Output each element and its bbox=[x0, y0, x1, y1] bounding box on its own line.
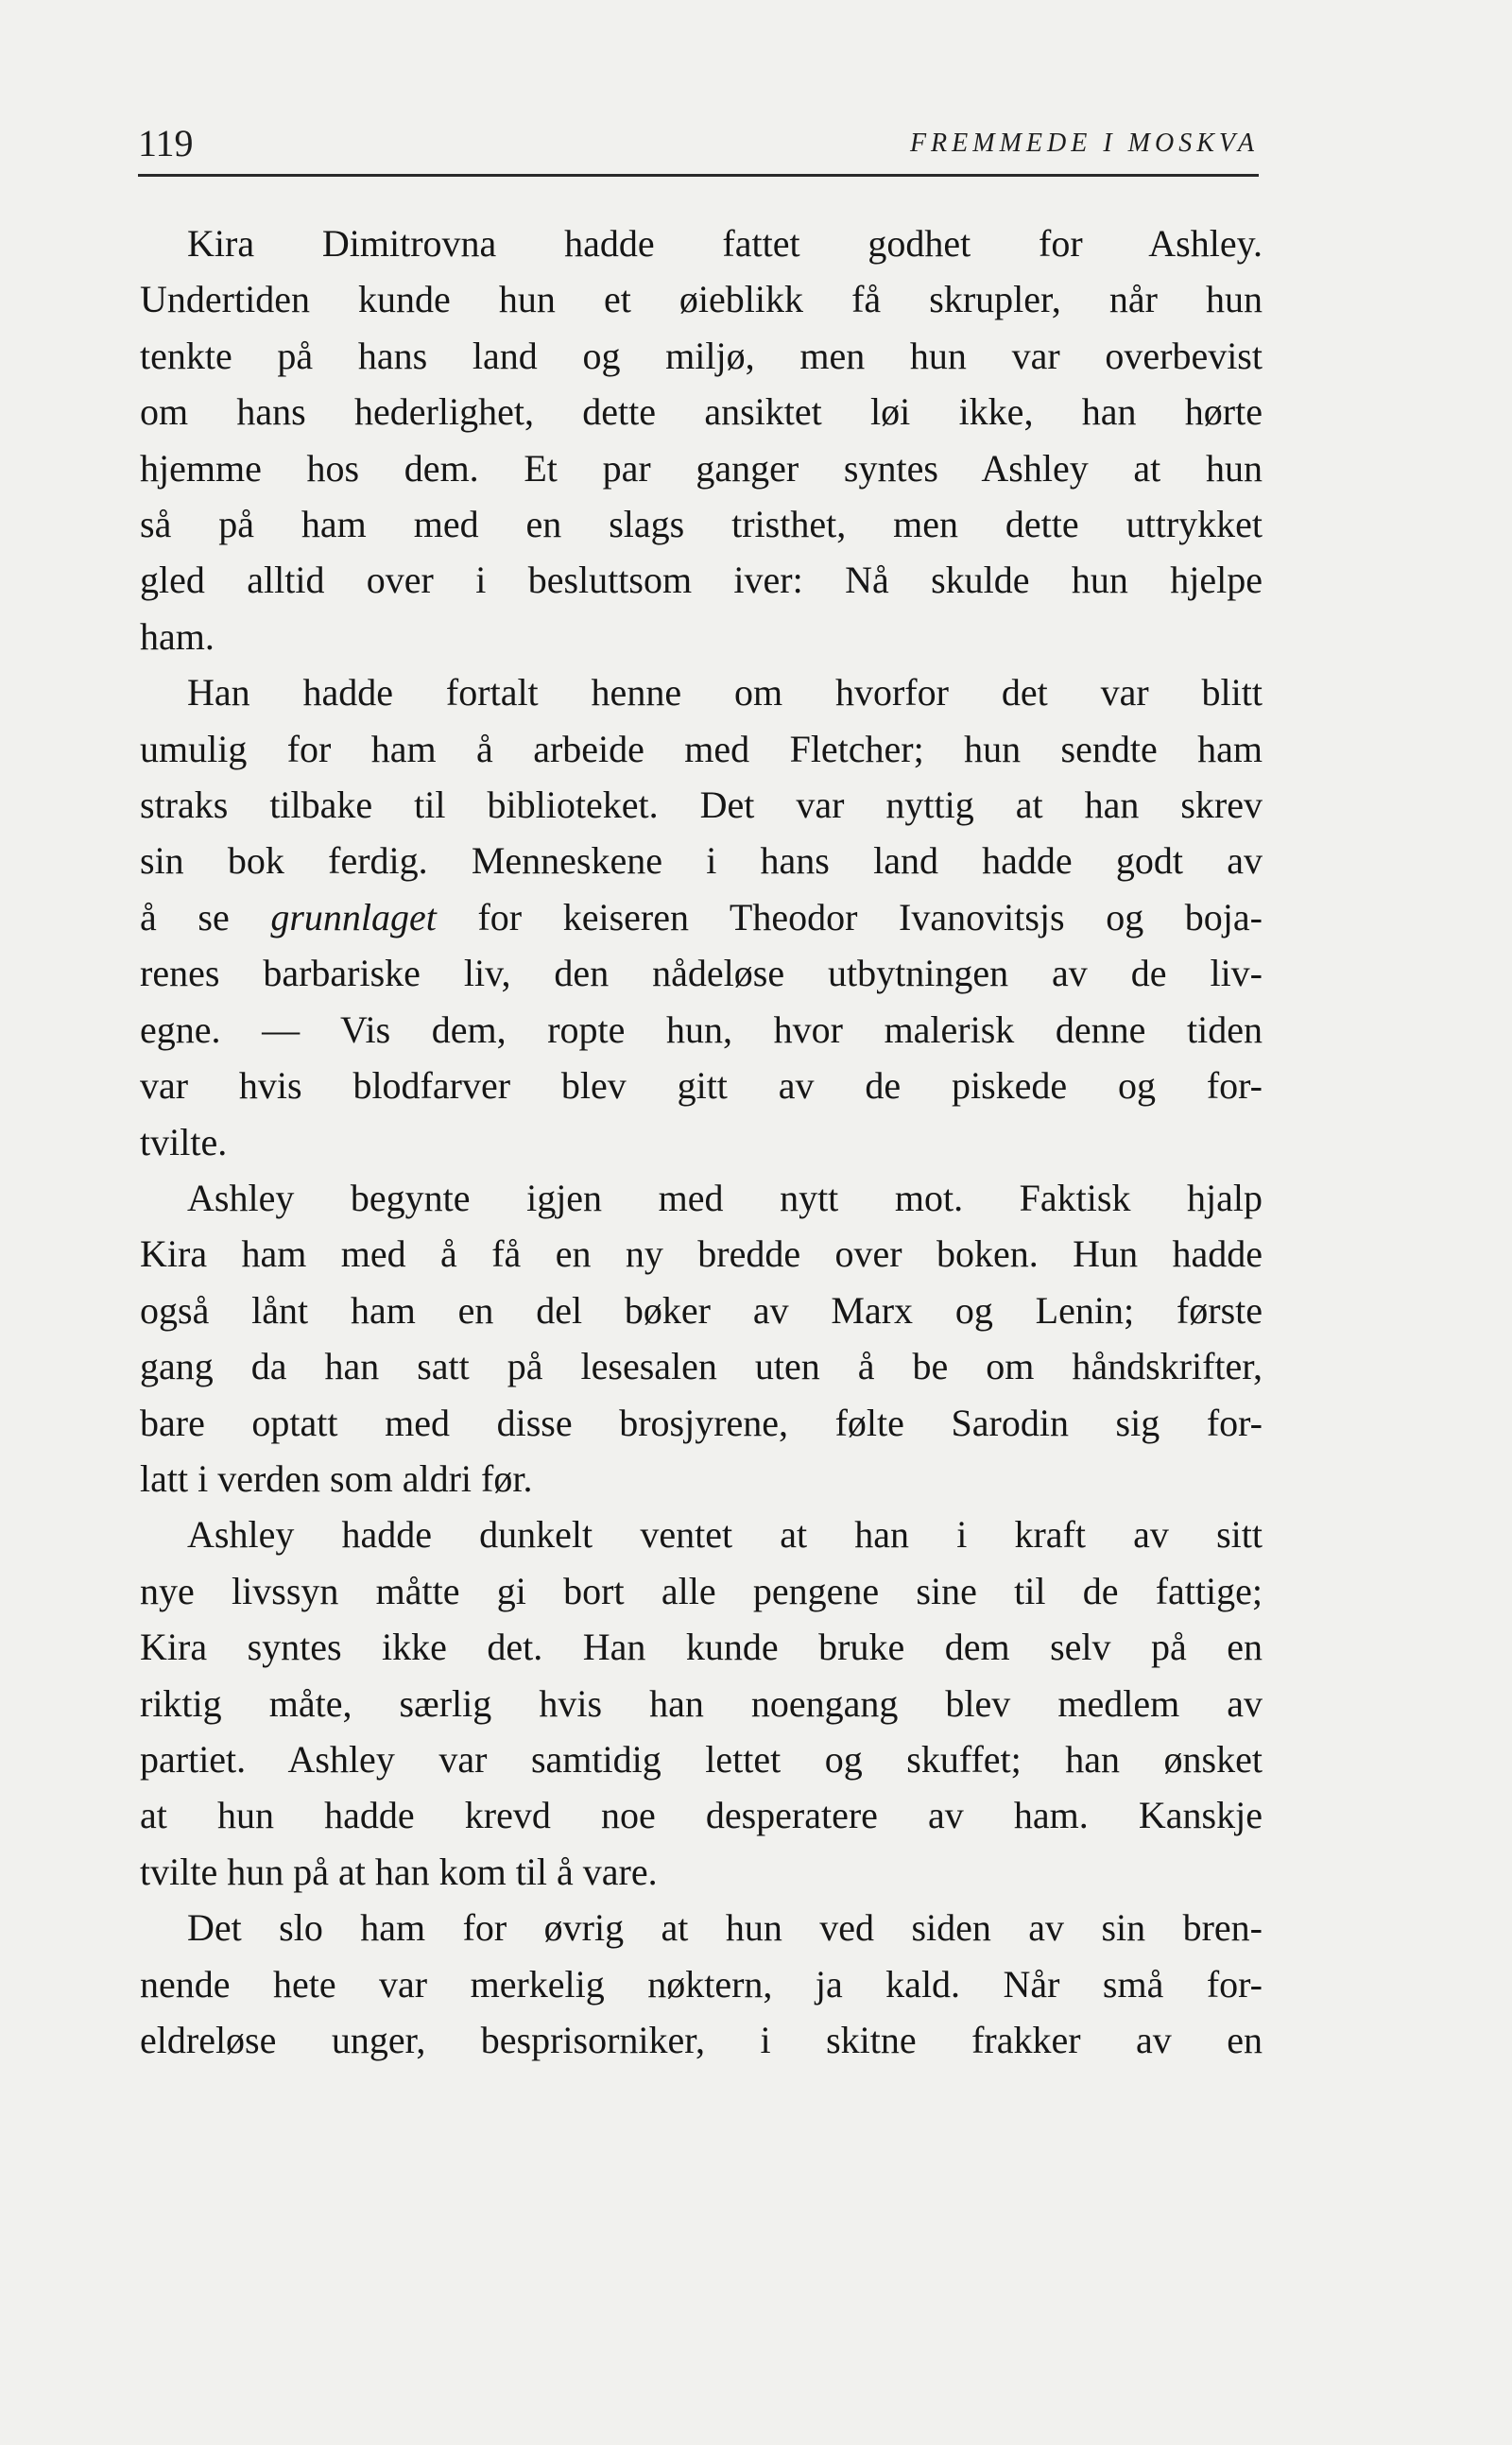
text-line: Undertiden kunde hun et øieblikk få skrupler, når hun bbox=[140, 278, 1263, 321]
text-line: gang da han satt på lesesalen uten å be om håndskrifter, bbox=[140, 1345, 1263, 1388]
paragraph bbox=[140, 215, 1263, 664]
text-line: om hans hederlighet, dette ansiktet løi ikke, han hørte bbox=[140, 390, 1263, 434]
text-line: umulig for ham å arbeide med Fletcher; hun sendte ham bbox=[140, 727, 1263, 770]
text-line: tenkte på hans land og miljø, men hun var overbevist bbox=[140, 334, 1263, 377]
text-line: partiet. Ashley var samtidig lettet og skuffet; han ønsket bbox=[140, 1737, 1263, 1781]
emphasized-word: grunnlaget bbox=[270, 895, 437, 938]
page-header bbox=[138, 117, 1259, 177]
text-line: riktig måte, særlig hvis han noengang blev medlem av bbox=[140, 1681, 1263, 1725]
text-line: Han hadde fortalt henne om hvorfor det var blitt bbox=[187, 671, 1263, 715]
body-text bbox=[140, 215, 1263, 2068]
paragraph bbox=[140, 1507, 1263, 1900]
text-line: nye livssyn måtte gi bort alle pengene sine til de fattige; bbox=[140, 1569, 1263, 1612]
text-line: Det slo ham for øvrig at hun ved siden av sin bren- bbox=[187, 1906, 1263, 1950]
text-line: Ashley hadde dunkelt ventet at han i kraft av sitt bbox=[187, 1513, 1263, 1557]
paragraph bbox=[140, 1170, 1263, 1507]
text-line: bare optatt med disse brosjyrene, følte Sarodin sig for- bbox=[140, 1401, 1263, 1444]
text-line: tvilte hun på at han kom til å vare. bbox=[140, 1850, 658, 1893]
text-line: Kira syntes ikke det. Han kunde bruke dem selv på en bbox=[140, 1626, 1263, 1669]
text-line: tvilte. bbox=[140, 1120, 228, 1163]
text-line: gled alltid over i besluttsom iver: Nå skulde hun hjelpe bbox=[140, 559, 1263, 602]
paragraph bbox=[140, 664, 1263, 1170]
text-line: nende hete var merkelig nøktern, ja kald. Når små for- bbox=[140, 1962, 1263, 2006]
text-line bbox=[140, 889, 1263, 945]
text-line: hjemme hos dem. Et par ganger syntes Ashley at hun bbox=[140, 446, 1263, 490]
text-line: så på ham med en slags tristhet, men dette uttrykket bbox=[140, 503, 1263, 546]
text-line: ham. bbox=[140, 614, 215, 658]
text-line: renes barbariske liv, den nådeløse utbytningen av de liv- bbox=[140, 952, 1263, 995]
text-line: sin bok ferdig. Menneskene i hans land hadde godt av bbox=[140, 839, 1263, 883]
text-line: også lånt ham en del bøker av Marx og Lenin; første bbox=[140, 1288, 1263, 1332]
text-line: Kira ham med å få en ny bredde over boken. Hun hadde bbox=[140, 1232, 1263, 1276]
text-line: egne. — Vis dem, ropte hun, hvor malerisk denne tiden bbox=[140, 1007, 1263, 1051]
text-line: Ashley begynte igjen med nytt mot. Faktisk hjalp bbox=[187, 1176, 1263, 1219]
page-number: 119 bbox=[138, 122, 194, 164]
running-head: FREMMEDE I MOSKVA bbox=[909, 129, 1259, 158]
text-fragment: for keiseren Theodor Ivanovitsjs og boja- bbox=[436, 895, 1263, 938]
text-line: at hun hadde krevd noe desperatere av ham. Kanskje bbox=[140, 1794, 1263, 1837]
paragraph bbox=[140, 1900, 1263, 2068]
text-line: var hvis blodfarver blev gitt av de piskede og for- bbox=[140, 1064, 1263, 1108]
text-line: latt i verden som aldri før. bbox=[140, 1456, 533, 1500]
text-line: straks tilbake til biblioteket. Det var nyttig at han skrev bbox=[140, 783, 1263, 827]
text-line: eldreløse unger, besprisorniker, i skitne frakker av en bbox=[140, 2019, 1263, 2061]
text-line: Kira Dimitrovna hadde fattet godhet for Ashley. bbox=[187, 222, 1263, 265]
text-fragment: å se bbox=[140, 895, 271, 938]
